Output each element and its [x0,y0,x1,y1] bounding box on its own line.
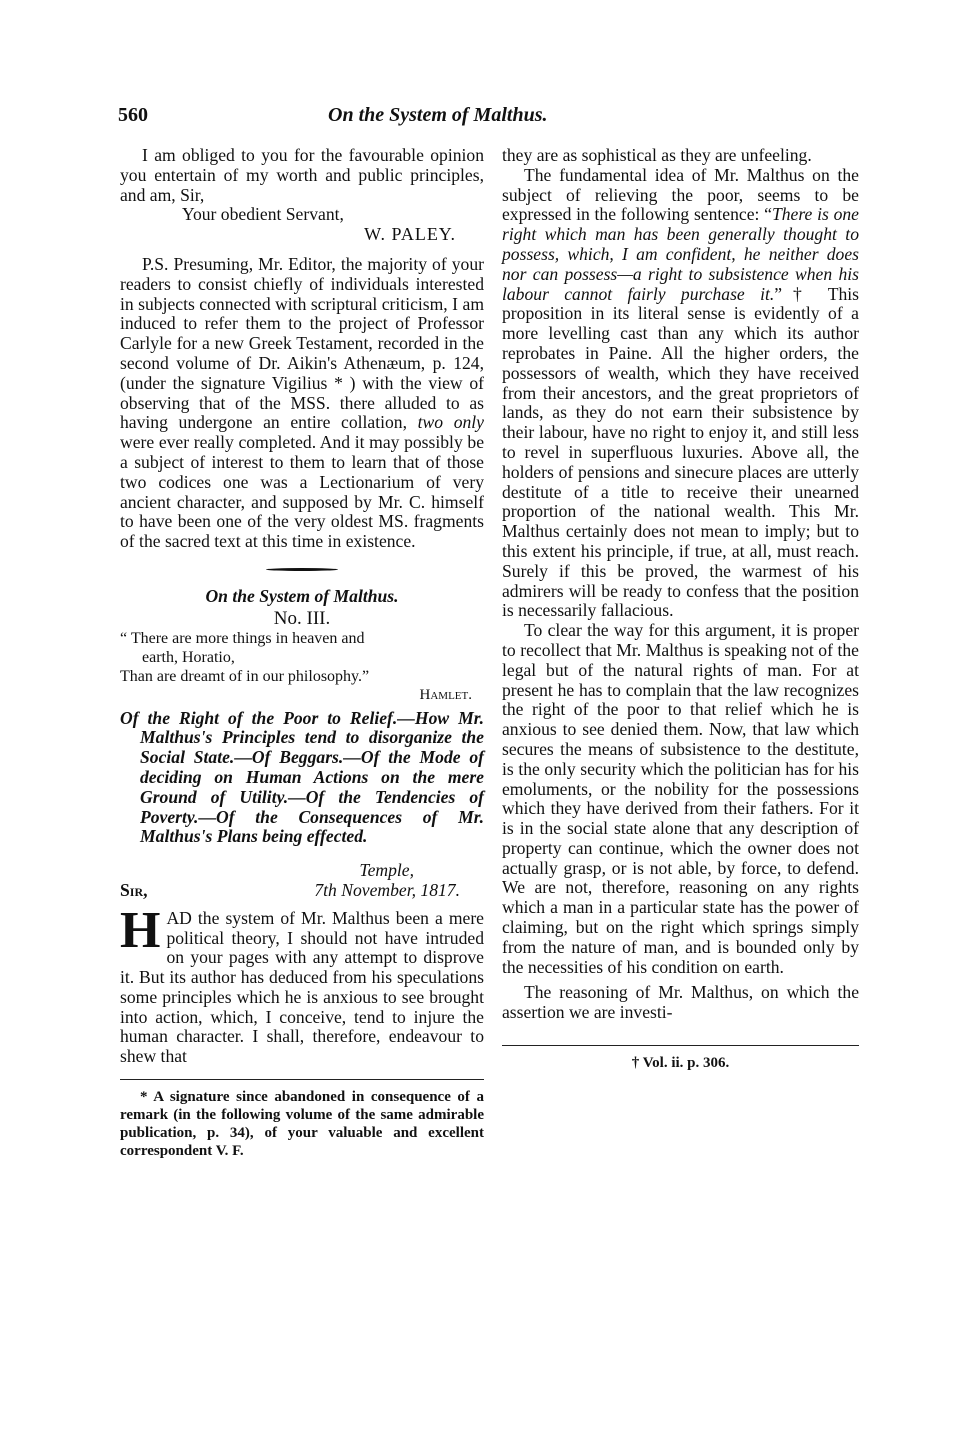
page-number: 560 [118,104,148,126]
opening-paragraph [120,901,484,1067]
page-header [118,104,860,130]
article-number: No. III. [273,607,331,629]
postscript-text-1: P.S. Presuming, Mr. Editor, the majority of your readers to consist chiefly of individuals interested in subjects connected with scriptural criticism, I am induced to refer them to the project of Professor Carlyle for a new Greek Testament, recorded in the second volume of Dr. Aikin's Athenæum, p. 124, (under the signature Vigilius * ) with the view of observing that of the MSS. there alluded to as having undergone an entire collation, [120,253,484,433]
quotation: There is one right which man has been generally thought to possess, which, I am confident, he neither does nor can possess—a right to subsistence when his labour cannot fairly purchase it. [502,204,859,304]
footnote-rule [120,1079,484,1080]
drop-cap: H [120,901,161,959]
paragraph: The reasoning of Mr. Malthus, on which the assertion we are investi- [502,982,859,1023]
valediction: Your obedient Servant, [182,204,344,225]
paragraph [502,166,859,621]
epigraph-attribution: Hamlet. [419,686,472,703]
salutation: Sir, [120,879,148,900]
footnote-rule [502,1045,859,1046]
epigraph [120,629,484,705]
opening-text: AD the system of Mr. Malthus been a mere political theory, I should not have intruded on your pages with any attempt to disprove it. But its author has deduced from his speculations some principles which he is anxious to see brought into action, which, I conceive, tend to injure the human character. I shall, therefore, endeavour to shew that [120,907,484,1067]
section-divider [266,568,338,571]
epigraph-line: earth, Horatio, [142,648,235,666]
epigraph-line: “ There are more things in heaven and [120,629,365,647]
dateline [120,881,484,901]
postscript [120,255,484,552]
article-title: On the System of Malthus. [205,585,399,606]
footnote: † Vol. ii. p. 306. [631,1055,730,1072]
dateline-place: Temple, [359,860,414,881]
article-summary: Of the Right of the Poor to Relief.—How Mr. Malthus's Principles tend to disorganize the Social State.—Of Beggars.—Of the Mode of deciding on Human Actions on the mere Ground of Utility.—Of the Tendencies of Poverty.—Of the Consequences of Mr. Malthus's Plans being effected. [120,707,484,847]
postscript-emphasis: two only [417,412,484,433]
footnote: * A signature since abandoned in consequence of a remark (in the following volume of the same admirable publication, p. 34), of your valuable and excellent correspondent V. F. [120,1089,484,1160]
epigraph-line: Than are dreamt of in our philosophy.” [120,667,370,685]
left-column [120,146,484,1160]
right-column [502,146,859,1074]
running-title: On the System of Malthus. [328,104,548,126]
postscript-text-2: were ever really completed. And it may possibly be a subject of interest to them to learn that of those two codices one was a Lectionarium of very ancient character, and supposed by Mr. C. himself to have been one of the very oldest MS. fragments of the sacred text at this time in existence. [120,432,484,552]
paragraph-text: ”† This proposition in its literal sense is evidently of a more levelling cast than any which its author reprobates in Paine. All the higher orders, the possessors of wealth, which they have received from their ancestors, and the great proprietors of lands, as they do not earn their subsistence by their labour, have no right to enjoy it, and still less to revel in superfluous luxuries. Above all, the holders of pensions and sinecure places are utterly destitute of a title to receive their unearned proportion of the national wealth. This Mr. Malthus certainly does not mean to imply; but to this extent his principle, if true, at all, must reach. Surely if this be proved, the warmest of his admirers will be ready to confess that the position is necessarily fallacious. [502,283,859,621]
letter-closing-paragraph: I am obliged to you for the favourable opinion you entertain of my worth and public principles, and am, Sir, [120,145,484,205]
paragraph-text: The fundamental idea of Mr. Malthus on the subject of relieving the poor, seems to be expressed in the following sentence: “ [502,164,859,225]
paragraph: To clear the way for this argument, it is proper to recollect that Mr. Malthus is speaking not of the legal but of the natural rights of man. For at present he has to complain that the law recognizes the right of the poor to that relief which he is anxious to see denied them. Now, that law which secures the means of subsistence to the destitute, is the only security which the politician has for his emoluments, or the nobility for the possessions which they have derived from their fathers. For it is in the social state alone that any description of property can continue, which the owner does not actually grasp, or is not able, by force, to defend. We are not, therefore, reasoning on any rights which a man in a particular state has the power of claiming, but on the right which springs simply from the nature of man, and is bounded only by the necessities of his condition on earth. [502,620,859,977]
continuation-text: they are as sophistical as they are unfeeling. [502,145,812,165]
letter-date: 7th November, 1817. [314,879,460,900]
signature: W. PALEY. [364,224,456,245]
